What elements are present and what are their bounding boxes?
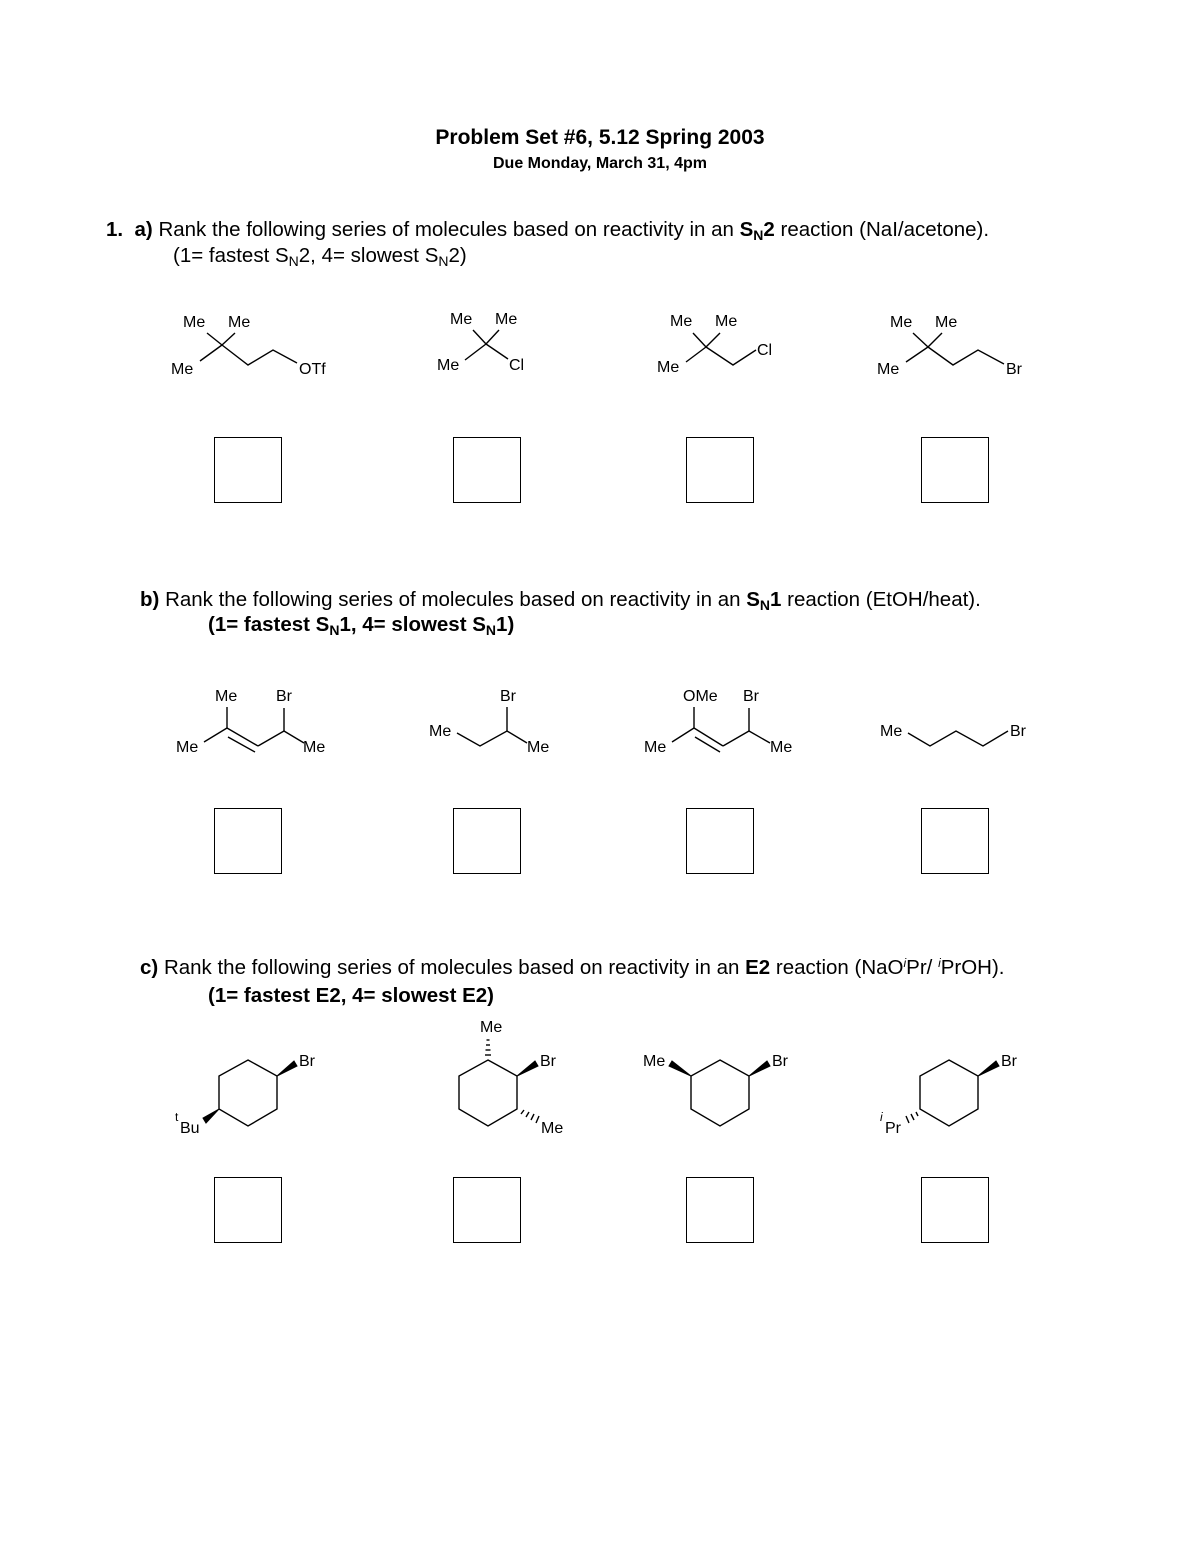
molecule-b2 bbox=[429, 688, 549, 756]
molecule-b3 bbox=[644, 688, 792, 756]
answer-box-a4[interactable] bbox=[921, 437, 989, 503]
molecule-c2 bbox=[459, 1019, 563, 1137]
ipr-sup: i bbox=[880, 1110, 883, 1124]
svg-text:Me: Me bbox=[657, 359, 680, 376]
tbu-sup: t bbox=[175, 1110, 179, 1124]
svg-text:Me: Me bbox=[495, 311, 518, 328]
molecule-c3 bbox=[643, 1053, 789, 1126]
part-c-text-before: Rank the following series of molecules based on reactivity in an bbox=[163, 956, 740, 979]
svg-text:Bu: Bu bbox=[180, 1120, 200, 1137]
part-a-text-after: reaction (NaI/acetone). bbox=[780, 218, 990, 241]
svg-text:Me: Me bbox=[880, 723, 903, 740]
answer-box-b3[interactable] bbox=[686, 808, 754, 874]
svg-text:Me: Me bbox=[715, 313, 738, 330]
svg-text:OMe: OMe bbox=[683, 688, 718, 705]
svg-text:Br: Br bbox=[276, 688, 292, 705]
svg-text:Me: Me bbox=[437, 357, 460, 374]
part-letter-b: b) bbox=[140, 588, 160, 611]
svg-text:Me: Me bbox=[183, 314, 206, 331]
svg-text:Br: Br bbox=[299, 1053, 315, 1070]
svg-text:Me: Me bbox=[935, 314, 958, 331]
svg-text:Me: Me bbox=[643, 1053, 666, 1070]
part-letter-a: a) bbox=[134, 218, 153, 241]
svg-text:Br: Br bbox=[540, 1053, 556, 1070]
svg-text:Me: Me bbox=[770, 739, 793, 756]
answer-box-c4[interactable] bbox=[921, 1177, 989, 1243]
molecule-b1 bbox=[176, 688, 325, 756]
svg-text:Me: Me bbox=[670, 313, 693, 330]
svg-text:Br: Br bbox=[743, 688, 759, 705]
molecule-a2 bbox=[437, 311, 524, 374]
svg-text:Me: Me bbox=[890, 314, 913, 331]
question-1b-rank-key: (1= fastest $S_N1$, 4= slowest $S_N1$) bbox=[208, 613, 515, 638]
molecule-c4 bbox=[880, 1053, 1018, 1137]
svg-text:Me: Me bbox=[228, 314, 251, 331]
svg-text:Me: Me bbox=[541, 1120, 564, 1137]
svg-text:Cl: Cl bbox=[509, 357, 525, 374]
svg-text:Br: Br bbox=[1001, 1053, 1017, 1070]
svg-text:Br: Br bbox=[1010, 723, 1026, 740]
part-letter-c: c) bbox=[140, 956, 159, 979]
part-b-text-before: Rank the following series of molecules based on reactivity in an bbox=[165, 588, 741, 611]
part-a-reaction: $S_N2$ bbox=[739, 218, 775, 243]
answer-box-b1[interactable] bbox=[214, 808, 282, 874]
svg-text:Cl: Cl bbox=[757, 342, 773, 359]
svg-text:Me: Me bbox=[215, 688, 238, 705]
molecule-a3 bbox=[657, 313, 772, 376]
page-subtitle: Due Monday, March 31, 4pm bbox=[493, 155, 707, 172]
svg-text:Me: Me bbox=[644, 739, 667, 756]
molecule-a1 bbox=[171, 314, 326, 378]
answer-box-c1[interactable] bbox=[214, 1177, 282, 1243]
answer-box-b4[interactable] bbox=[921, 808, 989, 874]
svg-text:Me: Me bbox=[527, 739, 550, 756]
svg-text:Me: Me bbox=[429, 723, 452, 740]
question-1c-rank-key: (1= fastest E2, 4= slowest E2) bbox=[208, 984, 494, 1007]
answer-box-a2[interactable] bbox=[453, 437, 521, 503]
molecule-c1 bbox=[175, 1053, 316, 1137]
question-number: 1. bbox=[106, 218, 124, 241]
answer-box-a3[interactable] bbox=[686, 437, 754, 503]
svg-text:Me: Me bbox=[171, 361, 194, 378]
part-c-reaction: E2 bbox=[745, 956, 771, 979]
answer-box-b2[interactable] bbox=[453, 808, 521, 874]
svg-text:Me: Me bbox=[450, 311, 473, 328]
svg-text:Br: Br bbox=[772, 1053, 788, 1070]
svg-text:OTf: OTf bbox=[299, 361, 326, 378]
svg-text:Me: Me bbox=[480, 1019, 503, 1036]
part-c-text-after: reaction (NaO$^i$Pr/ $^i$PrOH). bbox=[775, 956, 1005, 979]
part-a-text-before: Rank the following series of molecules based on reactivity in an bbox=[158, 218, 734, 241]
svg-text:Me: Me bbox=[176, 739, 199, 756]
molecule-a4 bbox=[877, 314, 1023, 378]
answer-box-c2[interactable] bbox=[453, 1177, 521, 1243]
svg-text:Pr: Pr bbox=[885, 1120, 901, 1137]
svg-text:Me: Me bbox=[877, 361, 900, 378]
question-1a-rank-key: (1= fastest $S_N2$, 4= slowest $S_N2$) bbox=[173, 244, 467, 269]
answer-box-a1[interactable] bbox=[214, 437, 282, 503]
answer-box-c3[interactable] bbox=[686, 1177, 754, 1243]
part-b-reaction: $S_N1$ bbox=[746, 588, 782, 613]
svg-text:Br: Br bbox=[1006, 361, 1022, 378]
svg-text:Br: Br bbox=[500, 688, 516, 705]
svg-text:Me: Me bbox=[303, 739, 326, 756]
molecule-b4 bbox=[880, 723, 1027, 746]
part-b-text-after: reaction (EtOH/heat). bbox=[787, 588, 981, 611]
page-title: Problem Set #6, 5.12 Spring 2003 bbox=[435, 126, 765, 149]
